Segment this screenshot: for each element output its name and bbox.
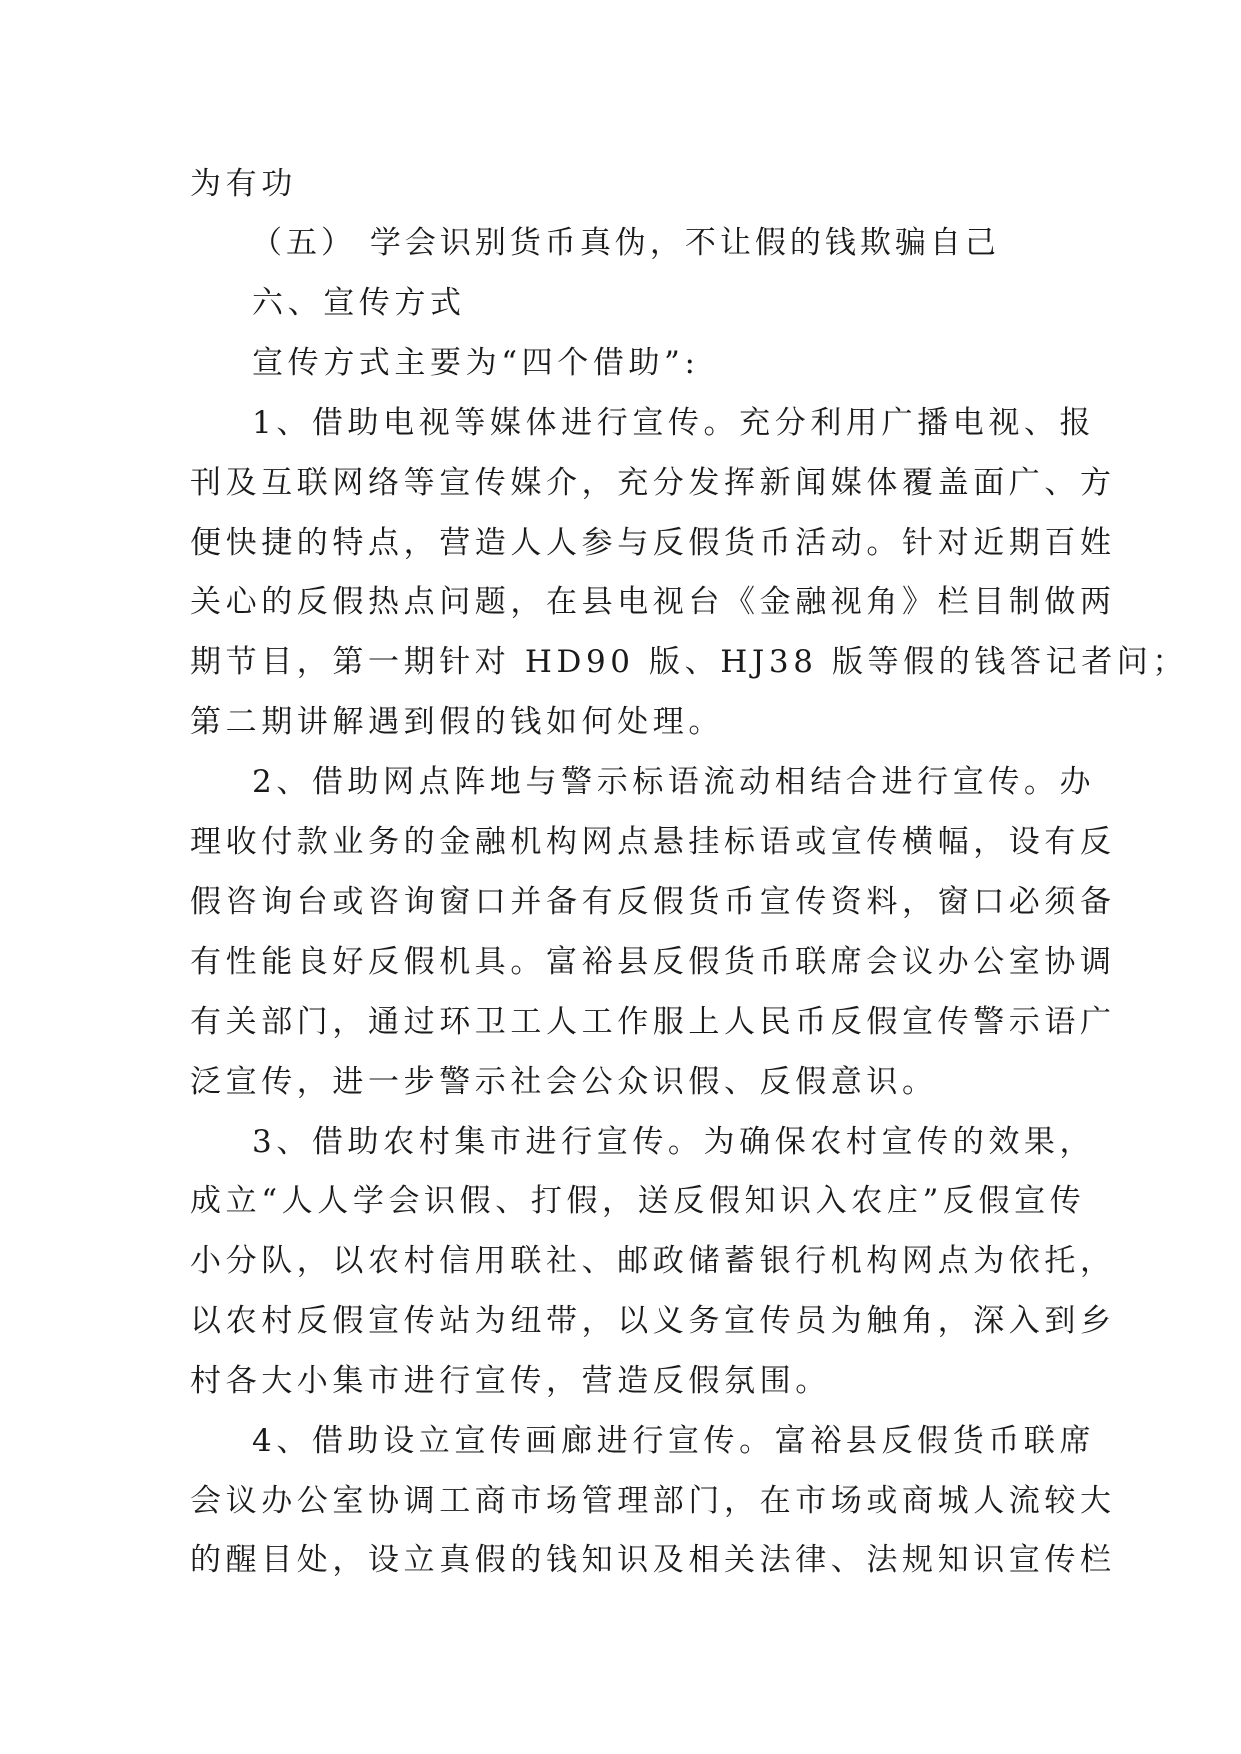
text-line: 第二期讲解遇到假的钱如何处理。 xyxy=(190,704,724,740)
text-line: 假咨询台或咨询窗口并备有反假货币宣传资料，窗口必须备 xyxy=(190,884,1116,920)
text-line: 理收付款业务的金融机构网点悬挂标语或宣传横幅，设有反 xyxy=(190,824,1116,860)
text-line: 成立“人人学会识假、打假，送反假知识入农庄”反假宣传 xyxy=(190,1183,1086,1219)
section-heading: 六、宣传方式 xyxy=(252,285,466,321)
text-line: 村各大小集市进行宣传，营造反假氛围。 xyxy=(190,1363,831,1399)
list-item-heading: （五） 学会识别货币真伪，不让假的钱欺骗自己 xyxy=(251,225,1000,261)
text-line: 小分队，以农村信用联社、邮政储蓄银行机构网点为依托， xyxy=(190,1243,1116,1279)
text-line: 期节目，第一期针对 HD90 版、HJ38 版等假的钱答记者问； xyxy=(190,644,1189,680)
text-line: 为有功 xyxy=(190,166,297,202)
paragraph-first-line: 4、借助设立宣传画廊进行宣传。富裕县反假货币联席 xyxy=(252,1423,1096,1459)
text-line: 会议办公室协调工商市场管理部门，在市场或商城人流较大 xyxy=(190,1483,1116,1519)
paragraph-first-line: 1、借助电视等媒体进行宣传。充分利用广播电视、报 xyxy=(252,405,1096,441)
text-line: 有关部门，通过环卫工人工作服上人民币反假宣传警示语广 xyxy=(190,1004,1116,1040)
text-line: 以农村反假宣传站为纽带，以义务宣传员为触角，深入到乡 xyxy=(190,1303,1116,1339)
text-line: 关心的反假热点问题，在县电视台《金融视角》栏目制做两 xyxy=(190,584,1116,620)
text-line: 的醒目处，设立真假的钱知识及相关法律、法规知识宣传栏 xyxy=(190,1542,1116,1578)
text-line: 有性能良好反假机具。富裕县反假货币联席会议办公室协调 xyxy=(190,944,1116,980)
paragraph-first-line: 2、借助网点阵地与警示标语流动相结合进行宣传。办 xyxy=(252,764,1096,800)
text-line: 便快捷的特点，营造人人参与反假货币活动。针对近期百姓 xyxy=(190,525,1116,561)
paragraph-first-line: 3、借助农村集市进行宣传。为确保农村宣传的效果， xyxy=(252,1124,1096,1160)
text-line: 泛宣传，进一步警示社会公众识假、反假意识。 xyxy=(190,1064,938,1100)
text-line: 宣传方式主要为“四个借助”: xyxy=(252,345,700,381)
text-line: 刊及互联网络等宣传媒介，充分发挥新闻媒体覆盖面广、方 xyxy=(190,465,1116,501)
